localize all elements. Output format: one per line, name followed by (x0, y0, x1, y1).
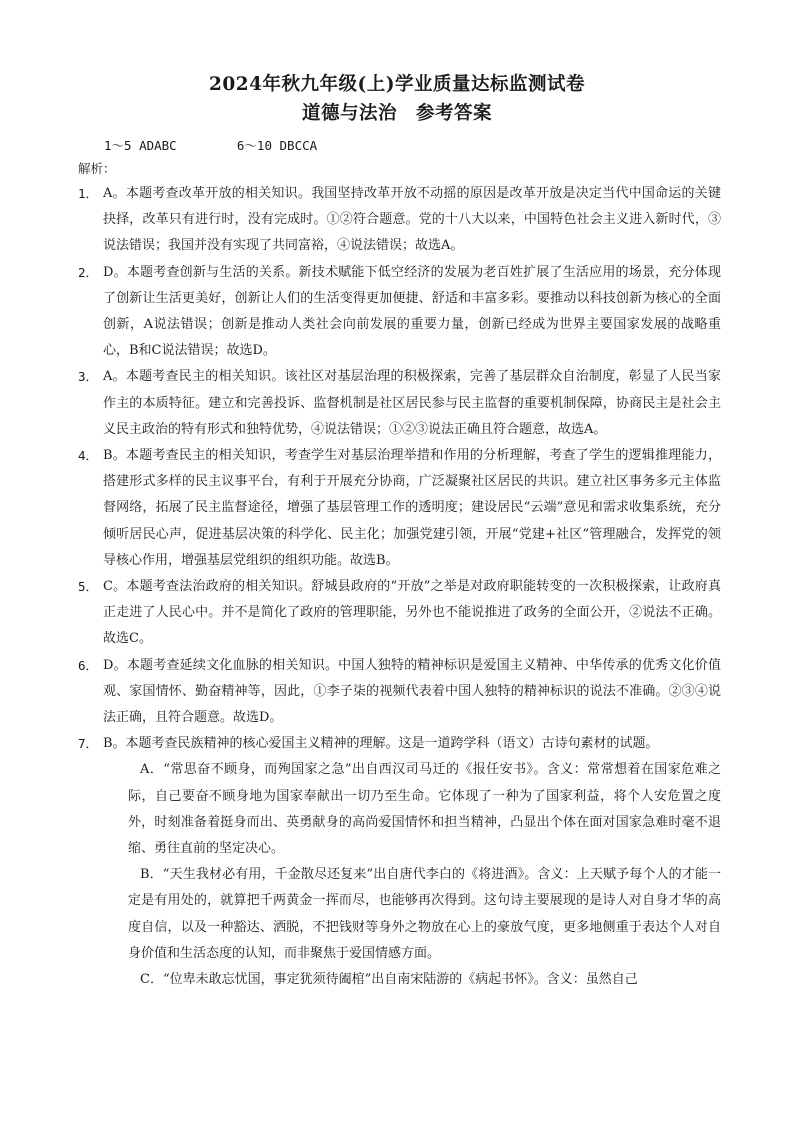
item-text: D。本题考查创新与生活的关系。新技术赋能下低空经济的发展为老百姓扩展了生活应用的场景，充分体现了创新让生活更美好，创新让人们的生活变得更加便捷、舒适和丰富多彩。要推动以科技创新为核心的全面创新，A说法错误；创新是推动人类社会向前发展的重要力量，创新已经成为世界主要国家发展的战略重心，B和C说法错误；故选D。 (103, 264, 721, 359)
item-number: 7． (78, 736, 99, 752)
item-text: B。本题考查民族精神的核心爱国主义精神的理解。这是一道跨学科（语文）古诗句素材的试题。 (103, 736, 659, 752)
page-title: 2024年秋九年级(上)学业质量达标监测试卷 (209, 74, 585, 95)
item-number: 5． (78, 579, 99, 595)
list-item (0, 260, 794, 365)
list-item (0, 181, 794, 260)
item-number: 2． (78, 264, 99, 280)
item-text: C。本题考查法治政府的相关知识。舒城县政府的“开放”之举是对政府职能转变的一次积极探索，让政府真正走进了人民心中。并不是简化了政府的管理职能，另外也不能说推进了政务的全面公开，②说法不正确。故选C。 (103, 579, 721, 647)
item-text: A。本题考查改革开放的相关知识。我国坚持改革开放不动摇的原因是改革开放是决定当代中国命运的关键抉择，改革只有进行时，没有完成时。①②符合题意。党的十八大以来，中国特色社会主义进入新时代，③说法错误；我国并没有实现了共同富裕，④说法错误；故选A。 (103, 186, 721, 254)
answer-key-line: 1～5 ADABC 6～10 DBCCA (104, 138, 318, 153)
option-analysis-b: B．“天生我材必有用，千金散尽还复来”出自唐代李白的《将进酒》。含义：上天赋予每个人的才能一定是有用处的，就算把千两黄金一挥而尽，也能够再次得到。这句诗主要展现的是诗人对自身才华的高度自信，以及一种豁达、洒脱，不把钱财等身外之物放在心上的豪放气度，更多地侧重于表达个人对自身价值和生活态度的认知，而非聚焦于爱国情感方面。 (128, 867, 721, 961)
analysis-label: 解析： (78, 161, 116, 176)
option-analysis-c: C．“位卑未敢忘忧国，事定犹须待阖棺”出自南宋陆游的《病起书怀》。含义：虽然自己 (140, 972, 638, 988)
item-text: A。本题考查民主的相关知识。该社区对基层治理的积极探索，完善了基层群众自治制度，彰显了人民当家作主的本质特征。建立和完善投诉、监督机制是社区居民参与民主监督的重要机制保障，协商民主是社会主义民主政治的特有形式和独特优势，④说法错误；①②③说法正确且符合题意，故选A。 (103, 369, 721, 437)
item-number: 1． (78, 186, 99, 201)
list-item (0, 364, 794, 443)
analysis-list (0, 181, 794, 993)
item-number: 3． (78, 369, 99, 385)
option-analysis-a: A．“常思奋不顾身，而殉国家之急”出自西汉司马迁的《报任安书》。含义：常常想着在国家危难之际，自己要奋不顾身地为国家奉献出一切乃至生命。它体现了一种为了国家利益，将个人安危置之度外，时刻准备着挺身而出、英勇献身的高尚爱国情怀和担当精神，凸显出个体在面对国家急难时毫不退缩、勇往直前的坚定决心。 (128, 762, 721, 857)
list-item (0, 574, 794, 653)
item-text: B。本题考查民主的相关知识，考查学生对基层治理举措和作用的分析理解，考查了学生的逻辑推理能力，搭建形式多样的民主议事平台，有利于开展充分协商，广泛凝聚社区居民的共识。建立社区事务多元主体监督网络，拓展了民主监督途径，增强了基层管理工作的透明度；建设居民“云端”意见和需求收集系统，充分倾听居民心声，促进基层决策的科学化、民主化；加强党建引领，开展“党建+社区”管理融合，发挥党的领导核心作用，增强基层党组织的组织功能。故选B。 (103, 448, 721, 568)
list-item (0, 653, 794, 732)
item-number: 6． (78, 657, 99, 673)
item-text: D。本题考查延续文化血脉的相关知识。中国人独特的精神标识是爱国主义精神、中华传承的优秀文化价值观、家国情怀、勤奋精神等，因此，①李子柒的视频代表着中国人独特的精神标识的说法不准确。②③④说法正确，且符合题意。故选D。 (103, 657, 721, 726)
item-number: 4． (78, 448, 99, 464)
list-item (0, 443, 794, 574)
page-subtitle: 道德与法治 参考答案 (301, 103, 492, 124)
list-item (0, 731, 794, 757)
